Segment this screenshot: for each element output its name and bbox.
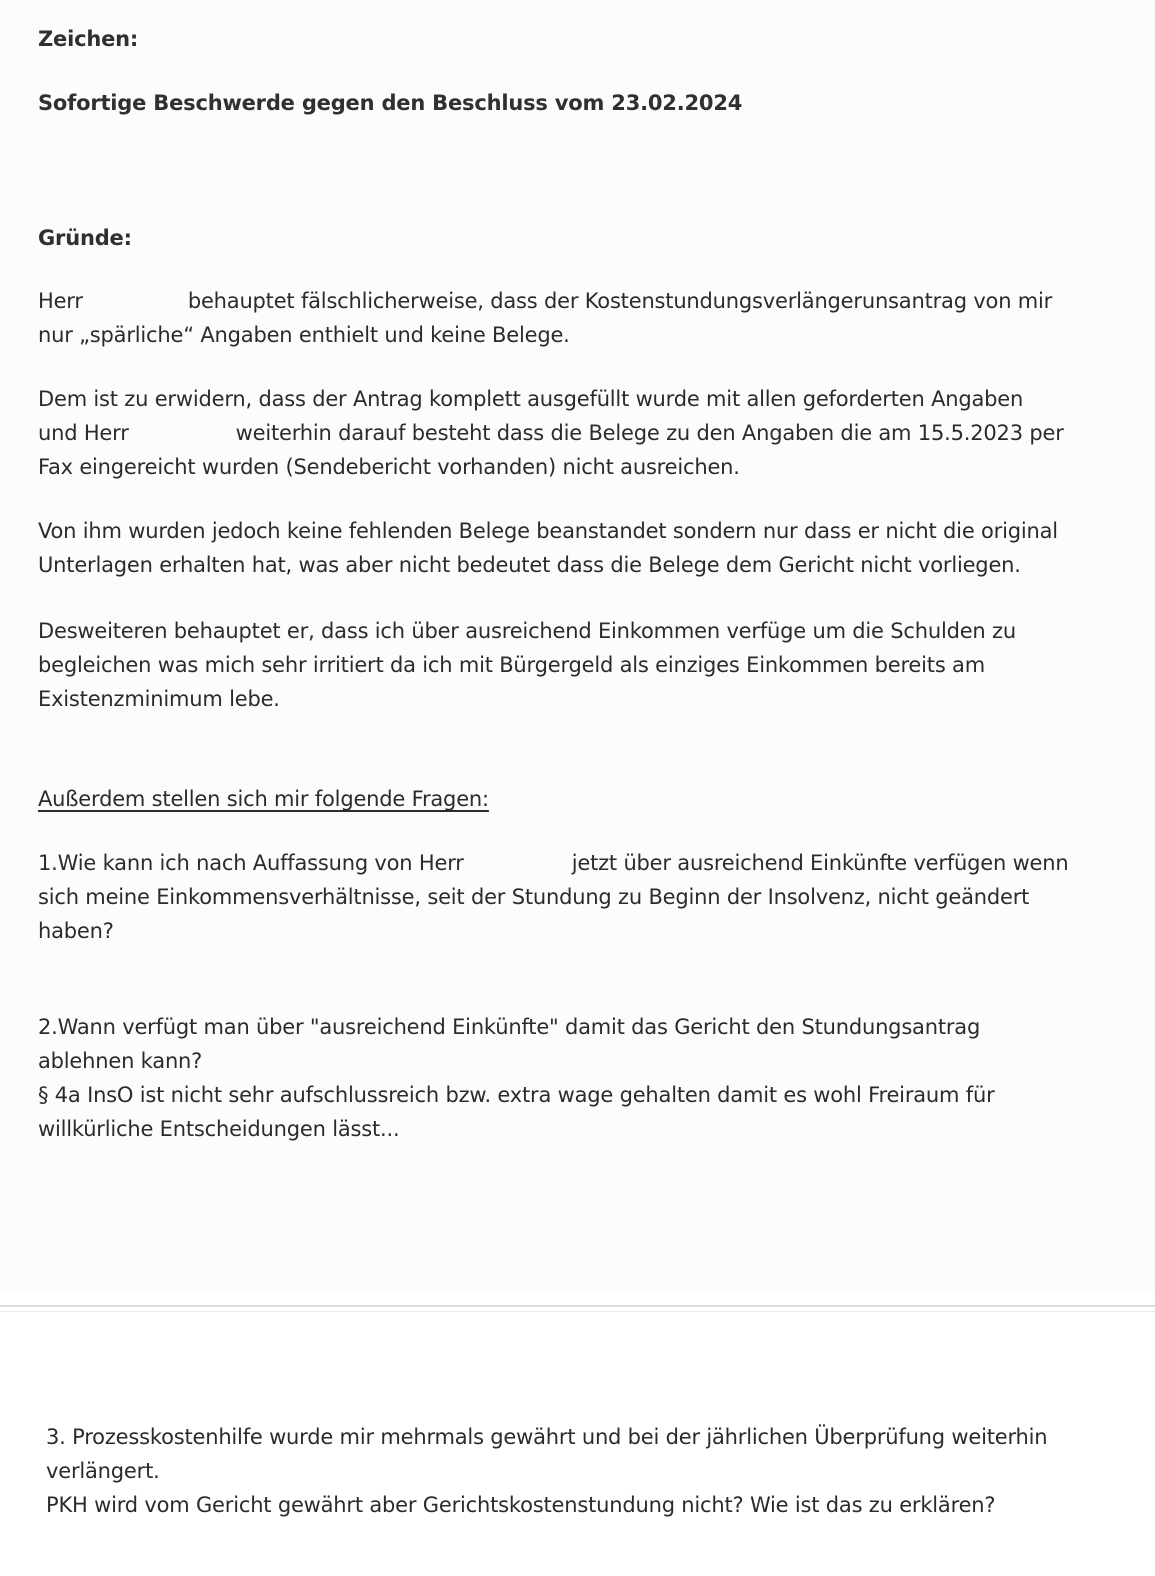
question-1-line-1: [38, 846, 1133, 880]
question-2-line-2: ablehnen kann?: [38, 1049, 203, 1073]
paragraph-2-line-3: Fax eingereicht wurden (Sendebericht vorhanden) nicht ausreichen.: [38, 455, 740, 479]
paragraph-4-line-2: begleichen was mich sehr irritiert da ich mit Bürgergeld als einziges Einkommen bereits am: [38, 653, 985, 677]
page-divider: [0, 1305, 1155, 1307]
paragraph-4-line-1: Desweiteren behauptet er, dass ich über ausreichend Einkommen verfüge um die Schulden zu: [38, 619, 1016, 643]
question-3: [46, 1420, 1136, 1522]
paragraph-2-line-1: Dem ist zu erwidern, dass der Antrag komplett ausgefüllt wurde mit allen geforderten Angaben: [38, 387, 1024, 411]
reference-label: Zeichen:: [38, 27, 139, 51]
question-2-line-4: willkürliche Entscheidungen lässt...: [38, 1117, 400, 1141]
paragraph-3-line-1: Von ihm wurden jedoch keine fehlenden Belege beanstandet sondern nur dass er nicht die original: [38, 519, 1058, 543]
paragraph-1-line-2: nur „spärliche“ Angaben enthielt und keine Belege.: [38, 323, 570, 347]
question-1: [38, 846, 1133, 948]
paragraph-1-line-1: [38, 284, 1133, 318]
paragraph-3-line-2: Unterlagen erhalten hat, was aber nicht bedeutet dass die Belege dem Gericht nicht vorliegen.: [38, 553, 1021, 577]
paragraph-1: [38, 284, 1133, 352]
questions-heading: [38, 782, 1133, 816]
text-segment: weiterhin darauf besteht dass die Belege zu den Angaben die am 15.5.2023 per: [235, 421, 1064, 445]
questions-heading-text: Außerdem stellen sich mir folgende Fragen:: [38, 787, 489, 811]
question-3-line-3: PKH wird vom Gericht gewährt aber Gerichtskostenstundung nicht? Wie ist das zu erklären?: [46, 1493, 996, 1517]
paragraph-3: [38, 514, 1133, 582]
text-segment: jetzt über ausreichend Einkünfte verfügen wenn: [571, 851, 1069, 875]
text-segment: und Herr: [38, 421, 129, 445]
page-divider-shadow: [0, 1311, 1155, 1312]
paragraph-2-line-2: [38, 416, 1133, 450]
text-segment: Herr: [38, 289, 83, 313]
paragraph-4-line-3: Existenzminimum lebe.: [38, 687, 280, 711]
question-1-line-3: haben?: [38, 919, 114, 943]
question-3-line-2: verlängert.: [46, 1459, 160, 1483]
question-2-line-1: 2.Wann verfügt man über "ausreichend Einkünfte" damit das Gericht den Stundungsantrag: [38, 1015, 981, 1039]
question-3-line-1: 3. Prozesskostenhilfe wurde mir mehrmals gewährt und bei der jährlichen Überprüfung weiterhin: [46, 1425, 1048, 1449]
question-1-line-2: sich meine Einkommensverhältnisse, seit der Stundung zu Beginn der Insolvenz, nicht geändert: [38, 885, 1030, 909]
question-2-line-3: § 4a InsO ist nicht sehr aufschlussreich bzw. extra wage gehalten damit es wohl Freiraum für: [38, 1083, 995, 1107]
subject-line: Sofortige Beschwerde gegen den Beschluss vom 23.02.2024: [38, 91, 743, 115]
paragraph-2: [38, 382, 1133, 484]
paragraph-4: [38, 614, 1133, 716]
question-2: [38, 1010, 1133, 1146]
text-segment: behauptet fälschlicherweise, dass der Kostenstundungsverlängerunsantrag von mir: [187, 289, 1053, 313]
grounds-heading: Gründe:: [38, 226, 132, 250]
text-segment: 1.Wie kann ich nach Auffassung von Herr: [38, 851, 464, 875]
